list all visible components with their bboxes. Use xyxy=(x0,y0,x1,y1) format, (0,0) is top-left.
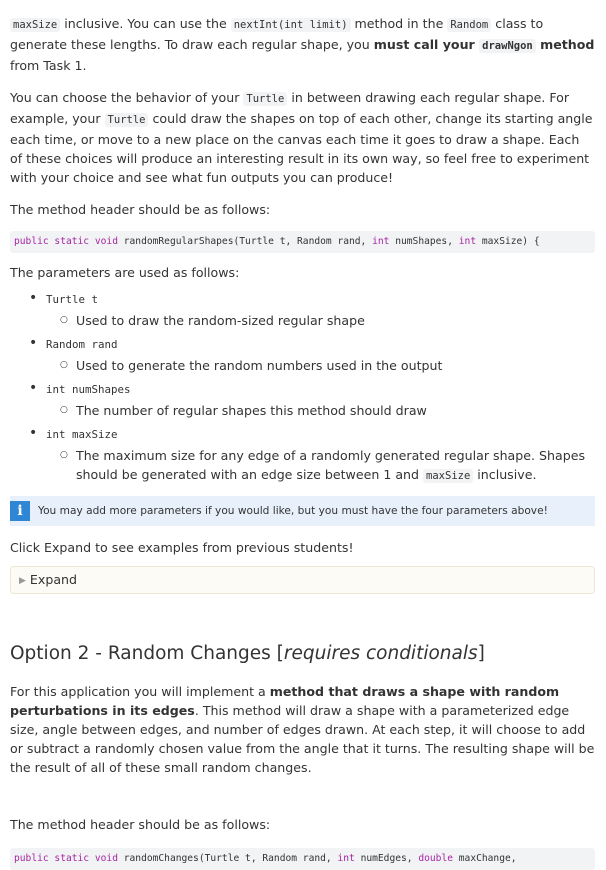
text: in between drawing each regular shape. For example, your xyxy=(10,90,570,126)
inline-code: Turtle xyxy=(105,113,149,127)
document-content xyxy=(10,14,595,870)
heading-italic: requires conditionals xyxy=(283,643,478,664)
info-callout xyxy=(10,496,595,526)
code-keyword: double xyxy=(418,853,453,864)
list-item xyxy=(10,424,595,490)
text: could draw the shapes on top of each other, change its starting angle each time, or move to a new place on the canvas each time it goes to draw a shape. Each of these choices will produce an interesting result in its own way, so feel free to experiment with your choice and see what fun outputs you can produce! xyxy=(10,111,593,185)
code-keyword: public static void xyxy=(14,853,118,864)
code-text: randomChanges(Turtle t, Random rand, xyxy=(117,853,338,864)
paragraph-expand-hint: Click Expand to see examples from previous students! xyxy=(10,540,354,555)
heading-text: ] xyxy=(477,643,485,664)
bold-text: method that draws a shape with random perturbations in its edges xyxy=(10,684,560,718)
expand-label: Expand xyxy=(29,572,78,587)
param-name: • Turtle t xyxy=(46,293,99,306)
text: method in the xyxy=(350,16,448,31)
bold-text: must call your xyxy=(373,37,480,52)
param-description: ○ Used to generate the random numbers used in the output xyxy=(46,356,595,379)
list-item xyxy=(10,334,595,379)
text: inclusive. xyxy=(473,467,537,482)
param-name: • int maxSize xyxy=(46,428,118,441)
inline-code: maxSize xyxy=(10,18,60,32)
heading-text: Option 2 - Random Changes [ xyxy=(10,643,284,664)
text: The maximum size for any edge of a randomly generated regular shape. Shapes should be generated with an edge size between 1 and xyxy=(76,448,586,482)
paragraph-random-changes-description xyxy=(10,682,595,777)
code-text: maxChange, xyxy=(453,853,517,864)
code-block-random-regular-shapes xyxy=(10,231,595,253)
code-block-random-changes xyxy=(10,848,595,870)
triangle-right-icon: ▶ xyxy=(19,576,26,586)
paragraph-size-description xyxy=(10,14,595,75)
inline-code: nextInt(int limit) xyxy=(231,18,351,32)
info-icon: i xyxy=(10,501,30,521)
code-keyword: public static void xyxy=(14,236,118,247)
param-description: ○ The number of regular shapes this method should draw xyxy=(46,401,595,424)
paragraph-turtle-behavior xyxy=(10,88,595,187)
list-item xyxy=(10,289,595,334)
text: inclusive. You can use the xyxy=(60,16,231,31)
code-keyword: int xyxy=(372,236,390,247)
text: from Task 1. xyxy=(10,58,87,73)
param-description xyxy=(46,446,595,490)
param-description: ○ Used to draw the random-sized regular shape xyxy=(46,311,595,334)
code-keyword: int xyxy=(458,236,477,247)
inline-code: maxSize xyxy=(423,469,473,483)
expand-toggle[interactable] xyxy=(10,566,595,594)
inline-code: Turtle xyxy=(243,92,287,106)
code-text: numShapes, xyxy=(389,236,459,247)
code-text: numEdges, xyxy=(354,853,419,864)
text: For this application you will implement a xyxy=(10,684,270,699)
paragraph-parameters-intro: The parameters are used as follows: xyxy=(10,265,240,280)
param-name: • Random rand xyxy=(46,338,118,351)
inline-code: drawNgon xyxy=(479,39,536,53)
text: class to generate these lengths. To draw each regular shape, you xyxy=(10,16,544,52)
section-heading-option-2 xyxy=(10,642,595,666)
info-text: You may add more parameters if you would like, but you must have the four parameters above! xyxy=(38,505,548,517)
bold-text: method xyxy=(535,37,595,52)
code-text: maxSize) { xyxy=(476,236,540,247)
paragraph-method-header-intro-2: The method header should be as follows: xyxy=(10,817,271,832)
paragraph-method-header-intro: The method header should be as follows: xyxy=(10,202,271,217)
inline-code: Random xyxy=(447,18,491,32)
code-text: randomRegularShapes(Turtle t, Random rand, xyxy=(117,236,373,247)
text: You can choose the behavior of your xyxy=(10,90,244,105)
code-keyword: int xyxy=(337,853,355,864)
param-name: • int numShapes xyxy=(46,383,131,396)
parameter-list xyxy=(10,289,595,490)
list-item xyxy=(10,379,595,424)
text: . This method will draw a shape with a parameterized edge size, angle between edges, and number of edges drawn. At each step, it will choose to add or subtract a randomly chosen value from the angle that it turns. The resulting shape will be the result of all of these small random changes. xyxy=(10,703,595,775)
